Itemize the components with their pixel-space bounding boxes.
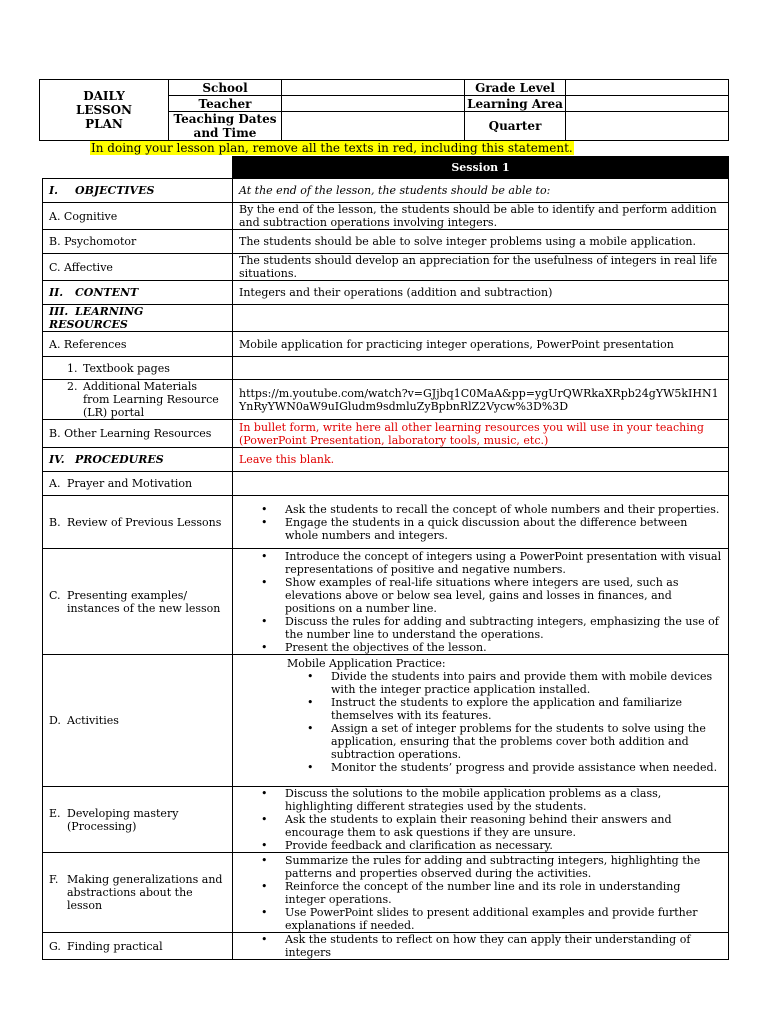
list-item: • Use PowerPoint slides to present additional examples and provide further explanations if needed.	[285, 906, 722, 932]
list-item: • Engage the students in a quick discussion about the difference between whole numbers and integers.	[285, 516, 722, 542]
learning-area-label: Learning Area	[465, 96, 566, 112]
activities-label: D. Activities	[43, 655, 233, 787]
textbook-pages-value	[233, 357, 729, 380]
references-label: A. References	[43, 332, 233, 357]
mastery-label: E. Developing mastery (Processing)	[43, 787, 233, 853]
list-item: • Present the objectives of the lesson.	[285, 641, 722, 654]
additional-materials-label: 2. Additional Materials from Learning Resource (LR) portal	[43, 380, 233, 420]
list-item: • Ask the students to recall the concept of whole numbers and their properties.	[285, 503, 722, 516]
activities-intro: Mobile Application Practice:	[287, 657, 446, 670]
list-item: • Ask the students to explain their reasoning behind their answers and encourage them to ask questions if they are unsure.	[285, 813, 722, 839]
cognitive-label: A. Cognitive	[43, 203, 233, 230]
prayer-value	[233, 472, 729, 496]
list-item: • Summarize the rules for adding and subtracting integers, highlighting the patterns and properties observed during the activities.	[285, 854, 722, 880]
practical-content	[233, 933, 729, 960]
practical-label: G. Finding practical	[43, 933, 233, 960]
list-item: • Provide feedback and clarification as necessary.	[285, 839, 722, 852]
learning-resources-heading: III. LEARNING RESOURCES	[43, 305, 233, 332]
teaching-dates-label: Teaching Dates and Time	[169, 112, 282, 141]
generalizations-label: F. Making generalizations and abstractions about the lesson	[43, 853, 233, 933]
activities-content	[233, 655, 729, 787]
grade-level-field[interactable]	[566, 80, 729, 96]
instruction-highlight: In doing your lesson plan, remove all the texts in red, including this statement.	[91, 141, 573, 155]
list-item: • Assign a set of integer problems for the students to solve using the application, ensuring that the problems cover both addition and subtraction operations.	[331, 722, 722, 761]
content-heading: II. CONTENT	[43, 281, 233, 305]
quarter-label: Quarter	[465, 112, 566, 141]
affective-label: C. Affective	[43, 254, 233, 281]
additional-materials-link[interactable]: https://m.youtube.com/watch?v=GJjbq1C0MaA&pp=ygUrQWRkaXRpb24gYW5kIHN1YnRyYWN0aW9uIGludm9sdmluZyBpbnRlZ2Vycw%3D%3D	[233, 380, 729, 420]
content-text: Integers and their operations (addition and subtraction)	[233, 281, 729, 305]
generalizations-content	[233, 853, 729, 933]
other-resources-text: In bullet form, write here all other learning resources you will use in your teaching (PowerPoint Presentation, laboratory tools, music, etc.)	[233, 420, 729, 448]
objectives-intro: At the end of the lesson, the students should be able to:	[233, 179, 729, 203]
affective-text: The students should develop an appreciation for the usefulness of integers in real life situations.	[233, 254, 729, 281]
quarter-field[interactable]	[566, 112, 729, 141]
textbook-pages-label: 1. Textbook pages	[43, 357, 233, 380]
review-label: B. Review of Previous Lessons	[43, 496, 233, 549]
review-content	[233, 496, 729, 549]
list-item: • Monitor the students’ progress and provide assistance when needed.	[331, 761, 722, 774]
mastery-content	[233, 787, 729, 853]
prayer-label: A. Prayer and Motivation	[43, 472, 233, 496]
lesson-plan-table	[42, 156, 729, 960]
list-item: • Ask the students to reflect on how they can apply their understanding of integers	[285, 933, 722, 959]
other-resources-label: B. Other Learning Resources	[43, 420, 233, 448]
procedures-note: Leave this blank.	[233, 448, 729, 472]
list-item: • Divide the students into pairs and provide them with mobile devices with the integer practice application installed.	[331, 670, 722, 696]
presenting-content	[233, 549, 729, 655]
psychomotor-text: The students should be able to solve integer problems using a mobile application.	[233, 230, 729, 254]
presenting-label: C. Presenting examples/ instances of the new lesson	[43, 549, 233, 655]
learning-area-field[interactable]	[566, 96, 729, 112]
list-item: • Reinforce the concept of the number line and its role in understanding integer operations.	[285, 880, 722, 906]
list-item: • Discuss the rules for adding and subtracting integers, emphasizing the use of the number line to understand the operations.	[285, 615, 722, 641]
objectives-heading: I. OBJECTIVES	[43, 179, 233, 203]
list-item: • Discuss the solutions to the mobile application problems as a class, highlighting different strategies used by the students.	[285, 787, 722, 813]
grade-level-label: Grade Level	[465, 80, 566, 96]
teacher-label: Teacher	[169, 96, 282, 112]
references-text: Mobile application for practicing integer operations, PowerPoint presentation	[233, 332, 729, 357]
procedures-heading: IV. PROCEDURES	[43, 448, 233, 472]
list-item: • Instruct the students to explore the application and familiarize themselves with its features.	[331, 696, 722, 722]
list-item: • Introduce the concept of integers using a PowerPoint presentation with visual representations of positive and negative numbers.	[285, 550, 722, 576]
daily-lesson-plan-title: DAILY LESSON PLAN	[40, 80, 169, 141]
header-table	[39, 79, 729, 141]
cognitive-text: By the end of the lesson, the students should be able to identify and perform addition and subtraction operations involving integers.	[233, 203, 729, 230]
school-field[interactable]	[282, 80, 465, 96]
session-header: Session 1	[233, 157, 729, 179]
learning-resources-blank	[233, 305, 729, 332]
psychomotor-label: B. Psychomotor	[43, 230, 233, 254]
teaching-dates-field[interactable]	[282, 112, 465, 141]
teacher-field[interactable]	[282, 96, 465, 112]
school-label: School	[169, 80, 282, 96]
list-item: • Show examples of real-life situations where integers are used, such as elevations above or below sea level, gains and losses in finances, and positions on a number line.	[285, 576, 722, 615]
